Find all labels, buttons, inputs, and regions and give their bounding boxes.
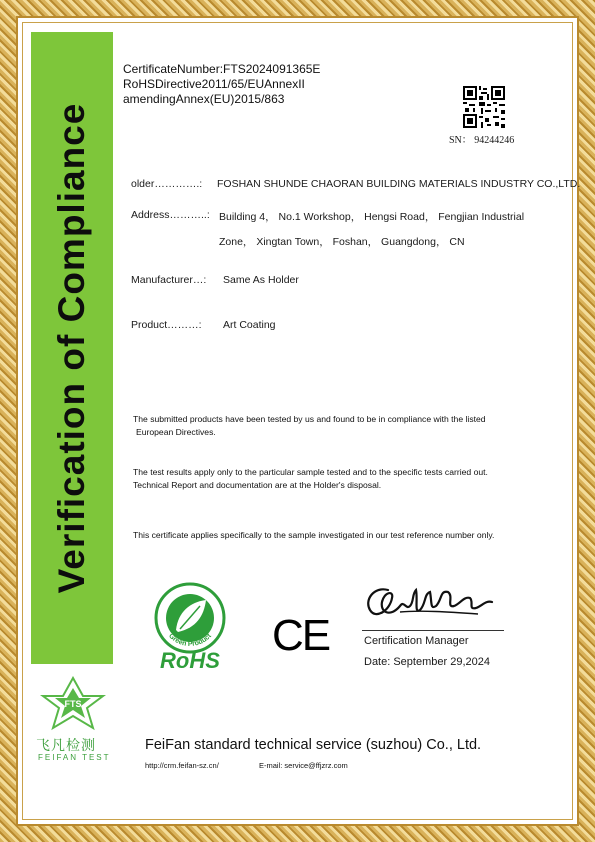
certificate-header xyxy=(123,62,320,107)
statement-compliance xyxy=(133,413,553,439)
statement-scope-line-1: The test results apply only to the particular sample tested and to the specific tests carried out. xyxy=(133,467,488,477)
issue-date: Date: September 29,2024 xyxy=(364,656,490,668)
statement-compliance-line-1: The submitted products have been tested by us and found to be in compliance with the listed xyxy=(133,414,486,424)
directive-line: RoHSDirective2011/65/EUAnnexII xyxy=(123,77,305,91)
rohs-ring-text: Green Product xyxy=(167,632,213,649)
statement-sample: This certificate applies specifically to the sample investigated in our test reference number only. xyxy=(133,530,495,540)
rohs-mark-icon xyxy=(140,582,240,672)
sidebar-title: Verification of Compliance xyxy=(51,102,92,594)
statement-scope xyxy=(133,466,553,492)
qr-code-icon xyxy=(463,86,505,128)
amending-line: amendingAnnex(EU)2015/863 xyxy=(123,92,285,106)
issuer-company: FeiFan standard technical service (suzhou) Co., Ltd. xyxy=(145,737,482,753)
issuer-name-en: FEIFAN TEST xyxy=(38,753,111,762)
address-line-1: Building 4， No.1 Workshop， Hengsi Road， Fengjian Industrial xyxy=(219,211,525,223)
issuer-name-cn: 飞凡检测 xyxy=(36,737,96,753)
certificate-number: CertificateNumber:FTS2024091365E xyxy=(123,62,321,76)
fts-logo-icon xyxy=(37,676,109,732)
product-label: Product………: xyxy=(131,319,202,331)
product-value: Art Coating xyxy=(223,319,276,331)
manufacturer-label: Manufacturer…: xyxy=(131,274,207,286)
holder-value: FOSHAN SHUNDE CHAORAN BUILDING MATERIALS INDUSTRY CO.,LTD. xyxy=(217,178,581,190)
issuer-website: http://crm.feifan-sz.cn/ xyxy=(145,761,219,770)
address-label: Address………..: xyxy=(131,209,210,221)
rohs-text: RoHS xyxy=(160,648,220,672)
statement-scope-line-2: Technical Report and documentation are at the Holder's disposal. xyxy=(133,480,382,490)
serial-number: SN： 94244246 xyxy=(449,135,515,146)
signature-line xyxy=(362,630,504,631)
holder-label: older………….: xyxy=(131,178,203,190)
ce-mark: CE xyxy=(272,611,330,660)
signature-icon xyxy=(360,580,500,626)
issuer-email: E-mail: service@ffjzrz.com xyxy=(259,761,348,770)
statement-compliance-line-2: European Directives. xyxy=(136,427,216,437)
address-line-2: Zone， Xingtan Town， Foshan， Guangdong， CN xyxy=(219,236,465,248)
fts-logo-text: FTS xyxy=(64,699,82,709)
signatory-role: Certification Manager xyxy=(364,635,469,647)
manufacturer-value: Same As Holder xyxy=(223,274,299,286)
